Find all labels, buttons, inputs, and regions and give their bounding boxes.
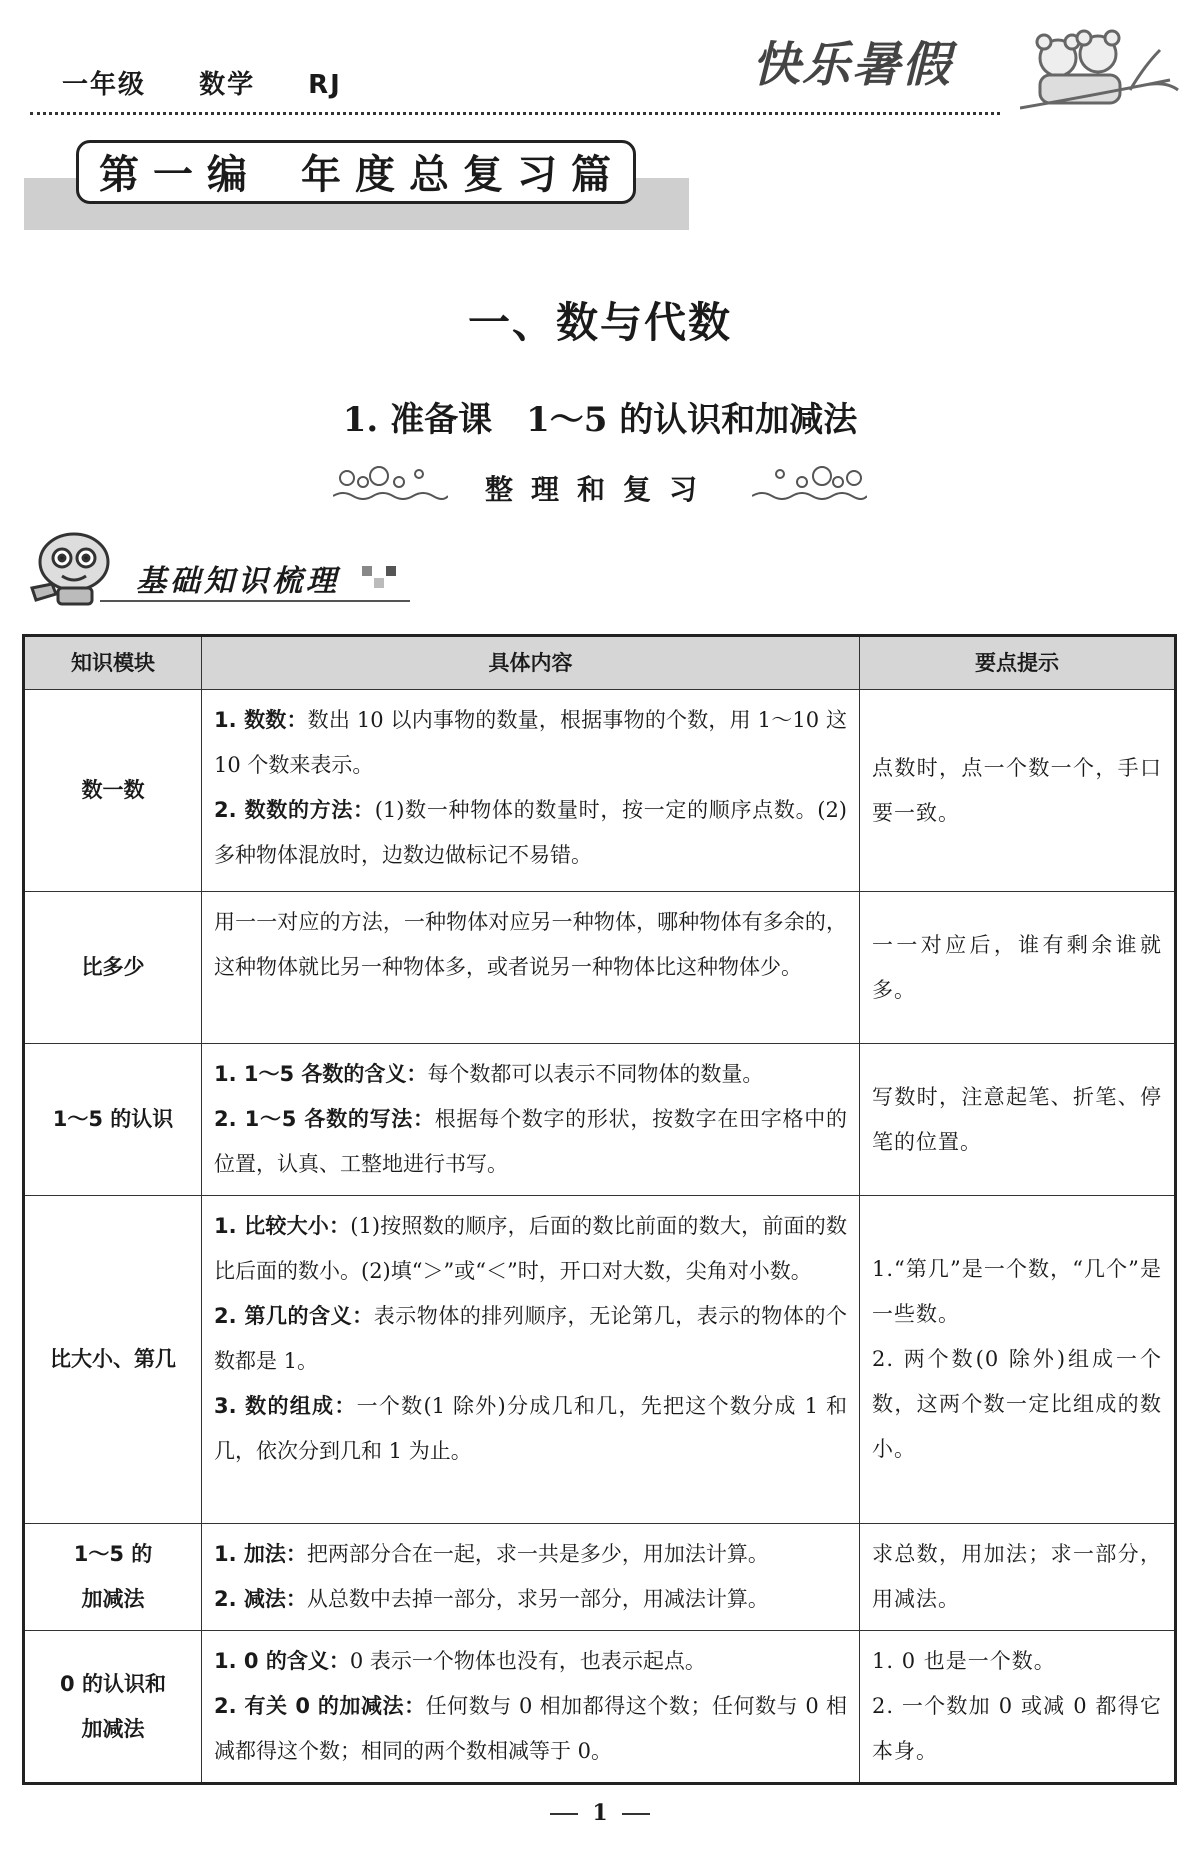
tip-cell	[860, 690, 1176, 892]
header-info	[62, 64, 384, 101]
tip-text: 1. 0 也是一个数。	[872, 1649, 1056, 1673]
content-item	[214, 1097, 847, 1187]
content-item-label: 2. 数数的方法：	[214, 798, 375, 822]
page-footer	[0, 1800, 1200, 1826]
tip-text: 2. 两个数(0 除外)组成一个数，这两个数一定比组成的数小。	[872, 1347, 1162, 1461]
content-item	[214, 788, 847, 878]
tip-text: 点数时，点一个数一个，手口要一致。	[872, 755, 1162, 825]
tip-text: 一一对应后，谁有剩余谁就多。	[872, 932, 1162, 1002]
tip-cell	[860, 1044, 1176, 1196]
content-item-text: 数出 10 以内事物的数量，根据事物的个数，用 1～10 这 10 个数来表示。	[214, 708, 847, 777]
content-item-text: 表示物体的排列顺序，无论第几，表示的物体的个数都是 1。	[214, 1304, 848, 1373]
content-item-label: 1. 数数：	[214, 708, 308, 732]
module-cell	[24, 690, 202, 892]
bears-illustration-icon	[1020, 20, 1180, 125]
content-cell	[202, 1631, 860, 1784]
module-cell	[24, 1631, 202, 1784]
content-cell	[202, 892, 860, 1044]
tip-text: 2. 一个数加 0 或减 0 都得它本身。	[872, 1694, 1162, 1763]
content-item	[214, 1532, 847, 1577]
tip-cell	[860, 1196, 1176, 1524]
content-cell	[202, 690, 860, 892]
knowledge-table	[22, 634, 1177, 1785]
content-item-text: 把两部分合在一起，求一共是多少，用加法计算。	[306, 1542, 769, 1566]
column-header-module: 知识模块	[24, 636, 202, 690]
module-cell	[24, 1524, 202, 1631]
brand-logo: 快乐暑假	[752, 37, 953, 93]
column-header-content: 具体内容	[202, 636, 860, 690]
module-cell	[24, 892, 202, 1044]
module-cell	[24, 1196, 202, 1524]
content-item	[214, 1052, 847, 1097]
banner-title: 年度总复习篇	[301, 151, 625, 198]
content-item-label: 1. 1～5 各数的含义：	[214, 1062, 428, 1086]
part-banner	[76, 140, 636, 204]
review-heading	[0, 464, 1200, 504]
content-item-text: (1)按照数的顺序，后面的数比前面的数大，前面的数比后面的数小。(2)填“＞”或“＜”时，开口对大数，尖角对小数。	[214, 1214, 847, 1283]
module-name: 1～5 的	[73, 1542, 153, 1566]
tip-cell	[860, 1524, 1176, 1631]
content-item	[214, 1294, 847, 1384]
tip-cell	[860, 892, 1176, 1044]
content-item	[214, 1684, 847, 1774]
header-divider	[30, 112, 1000, 115]
content-item-label: 2. 1～5 各数的写法：	[214, 1107, 435, 1131]
content-item	[214, 1639, 847, 1684]
table-row	[24, 690, 1176, 892]
module-name: 0 的认识和	[60, 1671, 166, 1696]
module-name: 加减法	[81, 1716, 145, 1741]
content-item	[214, 698, 847, 788]
content-item-label: 1. 0 的含义：	[214, 1649, 350, 1673]
square-decoration-icon	[362, 566, 402, 590]
content-item-label: 1. 比较大小：	[214, 1214, 351, 1238]
section-title: 一、数与代数	[467, 298, 732, 347]
content-item-label: 1. 加法：	[214, 1542, 307, 1566]
content-item-text: 从总数中去掉一部分，求另一部分，用减法计算。	[306, 1587, 769, 1611]
content-item-label: 3. 数的组成：	[214, 1394, 357, 1418]
content-item	[214, 1204, 847, 1294]
review-label: 整理和复习	[484, 473, 715, 506]
module-name: 数一数	[81, 778, 145, 802]
edition-label: RJ	[308, 70, 342, 100]
content-item	[214, 1577, 847, 1622]
bubble-decoration-icon	[333, 464, 448, 500]
tip-cell	[860, 1631, 1176, 1784]
content-item-text: 任何数与 0 相加都得这个数；任何数与 0 相减都得这个数；相同的两个数相减等于 0。	[214, 1694, 848, 1763]
tip-text: 求总数，用加法；求一部分，用减法。	[872, 1542, 1162, 1611]
content-item-label: 2. 有关 0 的加减法：	[214, 1694, 426, 1718]
tip-text: 1.“第几”是一个数，“几个”是一些数。	[872, 1257, 1162, 1326]
content-item-text: 根据每个数字的形状，按数字在田字格中的位置，认真、工整地进行书写。	[214, 1107, 847, 1176]
content-item-text: (1)数一种物体的数量时，按一定的顺序点数。(2)多种物体混放时，边数边做标记不易错。	[214, 798, 847, 867]
content-cell	[202, 1196, 860, 1524]
content-item-text: 用一一对应的方法，一种物体对应另一种物体，哪种物体有多余的，这种物体就比另一种物体多，或者说另一种物体比这种物体少。	[214, 910, 847, 979]
table-row	[24, 1631, 1176, 1784]
bubble-decoration-icon	[752, 464, 867, 500]
module-name: 加减法	[81, 1587, 145, 1611]
subject-label: 数学	[199, 70, 256, 100]
content-item	[214, 900, 847, 990]
knowledge-underline	[100, 600, 410, 602]
table-header-row	[24, 636, 1176, 690]
content-item-label: 2. 减法：	[214, 1587, 307, 1611]
module-name: 比多少	[81, 955, 145, 979]
content-cell	[202, 1524, 860, 1631]
content-item-text: 每个数都可以表示不同物体的数量。	[427, 1062, 764, 1086]
content-item-label: 2. 第几的含义：	[214, 1304, 374, 1328]
content-item-text: 0 表示一个物体也没有，也表示起点。	[349, 1649, 706, 1673]
table-row	[24, 1524, 1176, 1631]
module-cell	[24, 1044, 202, 1196]
module-name: 1～5 的认识	[52, 1107, 174, 1131]
knowledge-title: 基础知识梳理	[136, 564, 340, 599]
content-cell	[202, 1044, 860, 1196]
banner-part: 第一编	[99, 151, 261, 198]
content-item-text: 一个数(1 除外)分成几和几，先把这个数分成 1 和几，依次分到几和 1 为止。	[214, 1394, 847, 1463]
table-row	[24, 1044, 1176, 1196]
table-row	[24, 892, 1176, 1044]
grade-label: 一年级	[62, 70, 147, 100]
page-number: 1	[592, 1800, 608, 1826]
lesson-title: 1. 准备课 1～5 的认识和加减法	[342, 400, 858, 440]
tip-text: 写数时，注意起笔、折笔、停笔的位置。	[872, 1084, 1162, 1154]
mascot-icon	[22, 528, 122, 608]
column-header-tip: 要点提示	[860, 636, 1176, 690]
module-name: 比大小、第几	[50, 1347, 176, 1371]
content-item	[214, 1384, 847, 1474]
table-row	[24, 1196, 1176, 1524]
